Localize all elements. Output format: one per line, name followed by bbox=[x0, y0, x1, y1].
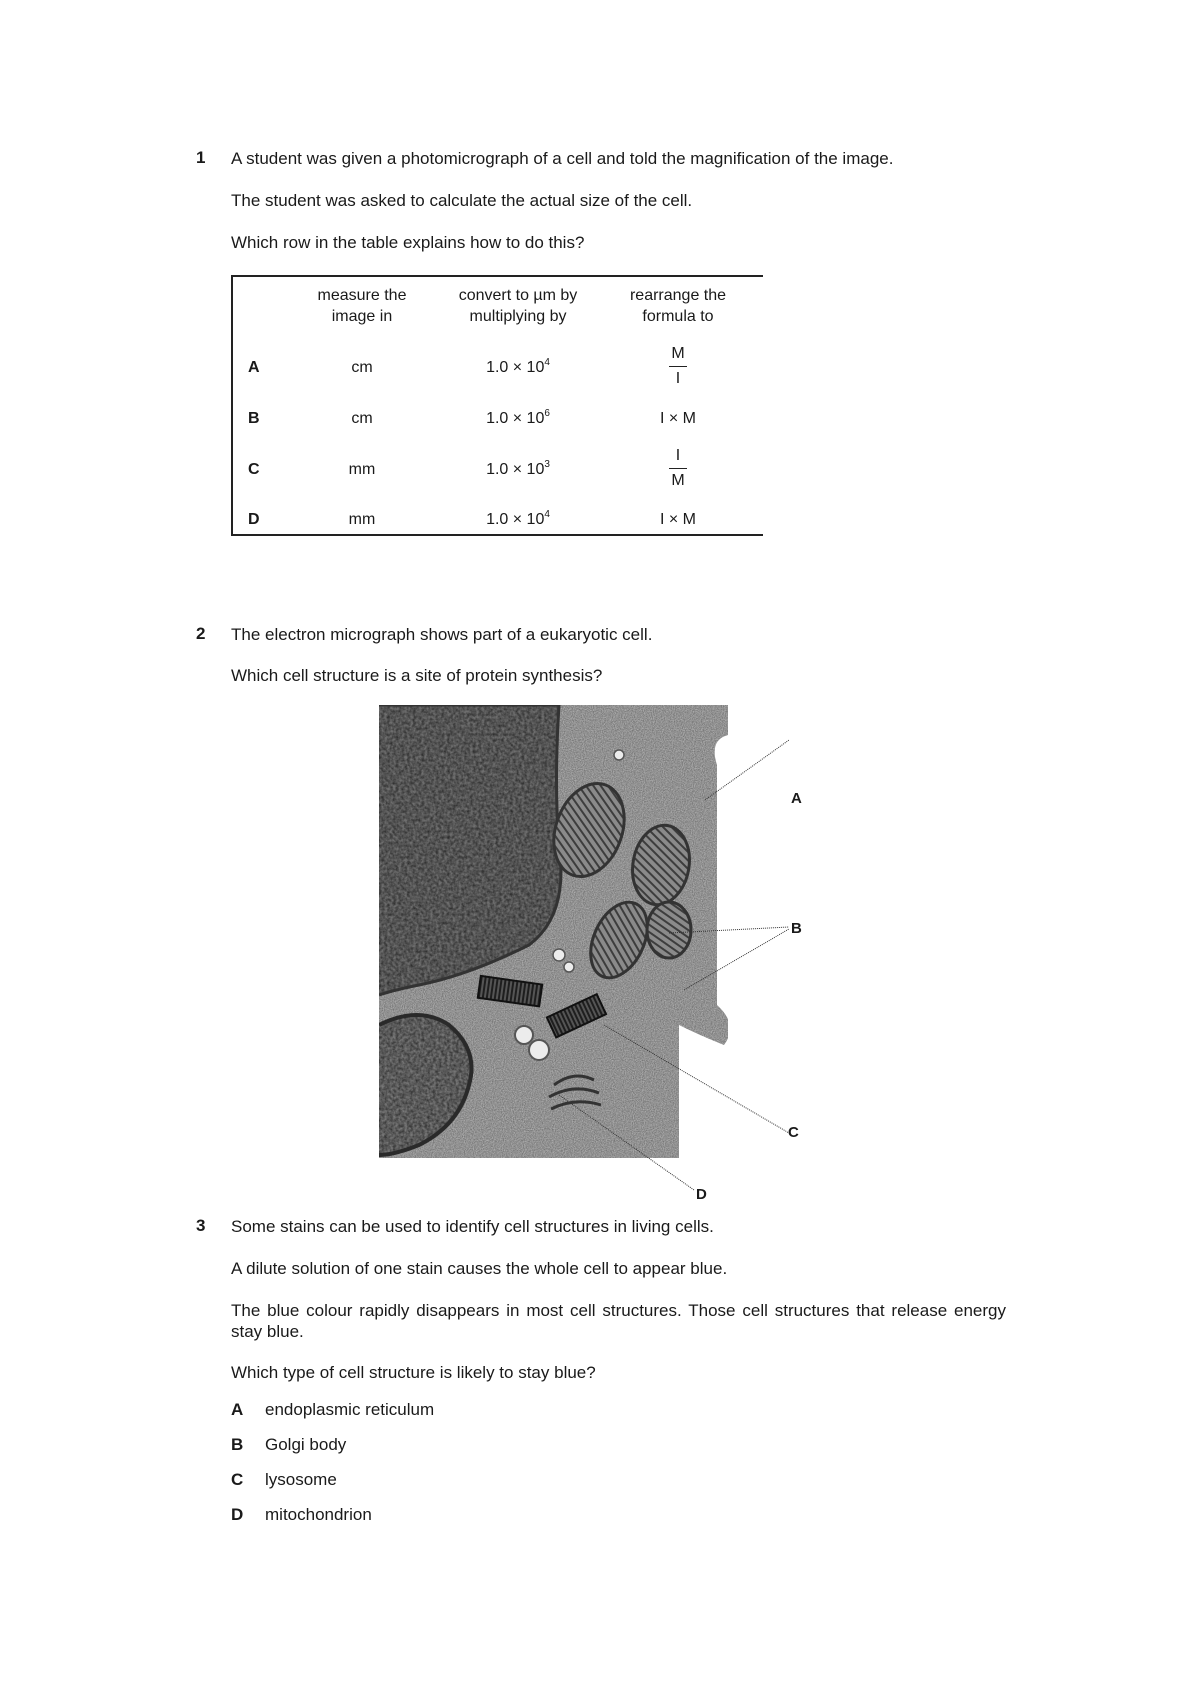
row-c-exponent: 3 bbox=[544, 459, 550, 470]
header-measure-line1: measure the bbox=[317, 287, 407, 304]
row-c-label: C bbox=[248, 461, 260, 478]
question-3-line-3: The blue colour rapidly disappears in most cell structures. Those cell structures that release energy stay blue. bbox=[231, 1301, 1006, 1341]
row-c-formula bbox=[663, 447, 693, 490]
option-a-letter: A bbox=[231, 1400, 244, 1419]
option-b[interactable] bbox=[231, 1435, 346, 1455]
row-c-unit: mm bbox=[348, 461, 376, 478]
row-d-label: D bbox=[248, 511, 260, 528]
row-a-label: A bbox=[248, 359, 260, 376]
question-2-line-2: Which cell structure is a site of protein synthesis? bbox=[231, 666, 603, 685]
row-c-numerator: I bbox=[675, 447, 681, 464]
row-c-multiplier bbox=[443, 461, 593, 479]
option-a-text: endoplasmic reticulum bbox=[265, 1400, 435, 1419]
question-3-line-4: Which type of cell structure is likely to stay blue? bbox=[231, 1363, 596, 1382]
header-rearrange-line2: formula to bbox=[642, 308, 714, 325]
header-convert-line2: multiplying by bbox=[469, 308, 567, 325]
option-b-text: Golgi body bbox=[265, 1435, 347, 1454]
row-a-exponent: 4 bbox=[544, 357, 550, 368]
option-d-letter: D bbox=[231, 1505, 244, 1524]
row-d-unit: mm bbox=[348, 511, 376, 528]
row-b-unit: cm bbox=[351, 410, 373, 427]
row-b-formula: I × M bbox=[659, 410, 696, 427]
header-convert bbox=[443, 285, 593, 327]
row-a-unit: cm bbox=[351, 359, 373, 376]
option-d-text: mitochondrion bbox=[265, 1505, 372, 1524]
question-3-line-2: A dilute solution of one stain causes the whole cell to appear blue. bbox=[231, 1259, 728, 1278]
question-1-stem: A student was given a photomicrograph of a cell and told the magnification of the image. bbox=[231, 149, 894, 168]
question-3-number: 3 bbox=[196, 1216, 206, 1235]
row-a-numerator: M bbox=[671, 345, 685, 362]
label-b: B bbox=[791, 920, 802, 937]
option-c-text: lysosome bbox=[265, 1470, 337, 1489]
header-rearrange-line1: rearrange the bbox=[629, 287, 727, 304]
answer-table bbox=[231, 275, 763, 536]
row-d-multiplier bbox=[443, 511, 593, 529]
row-b-exponent: 6 bbox=[544, 408, 550, 419]
label-c: C bbox=[788, 1124, 799, 1141]
row-d-formula: I × M bbox=[659, 511, 696, 528]
header-measure-line2: image in bbox=[331, 308, 393, 325]
row-d-exponent: 4 bbox=[544, 509, 550, 520]
micrograph-leader-lines bbox=[379, 705, 849, 1205]
label-d: D bbox=[696, 1186, 707, 1203]
row-a-base: 1.0 × 10 bbox=[486, 359, 545, 376]
option-c[interactable] bbox=[231, 1470, 337, 1490]
row-d-base: 1.0 × 10 bbox=[486, 511, 545, 528]
row-a-multiplier bbox=[443, 359, 593, 377]
header-measure bbox=[291, 285, 433, 327]
row-a-formula bbox=[663, 345, 693, 388]
row-b-label: B bbox=[248, 410, 260, 427]
label-a: A bbox=[791, 790, 802, 807]
header-convert-line1: convert to µm by bbox=[458, 287, 578, 304]
option-a[interactable] bbox=[231, 1400, 434, 1420]
header-rearrange bbox=[605, 285, 751, 327]
question-2-number: 2 bbox=[196, 624, 206, 643]
question-1-number: 1 bbox=[196, 148, 206, 167]
row-a-denominator: I bbox=[675, 370, 681, 387]
question-3-stem: Some stains can be used to identify cell structures in living cells. bbox=[231, 1217, 714, 1236]
row-c-denominator: M bbox=[671, 472, 685, 489]
option-b-letter: B bbox=[231, 1435, 244, 1454]
row-c-base: 1.0 × 10 bbox=[486, 461, 545, 478]
row-b-multiplier bbox=[443, 410, 593, 428]
question-2-stem: The electron micrograph shows part of a eukaryotic cell. bbox=[231, 625, 653, 644]
row-b-base: 1.0 × 10 bbox=[486, 410, 545, 427]
option-c-letter: C bbox=[231, 1470, 244, 1489]
question-1-line-3: Which row in the table explains how to do this? bbox=[231, 233, 585, 252]
question-1-line-2: The student was asked to calculate the actual size of the cell. bbox=[231, 191, 693, 210]
option-d[interactable] bbox=[231, 1505, 372, 1525]
